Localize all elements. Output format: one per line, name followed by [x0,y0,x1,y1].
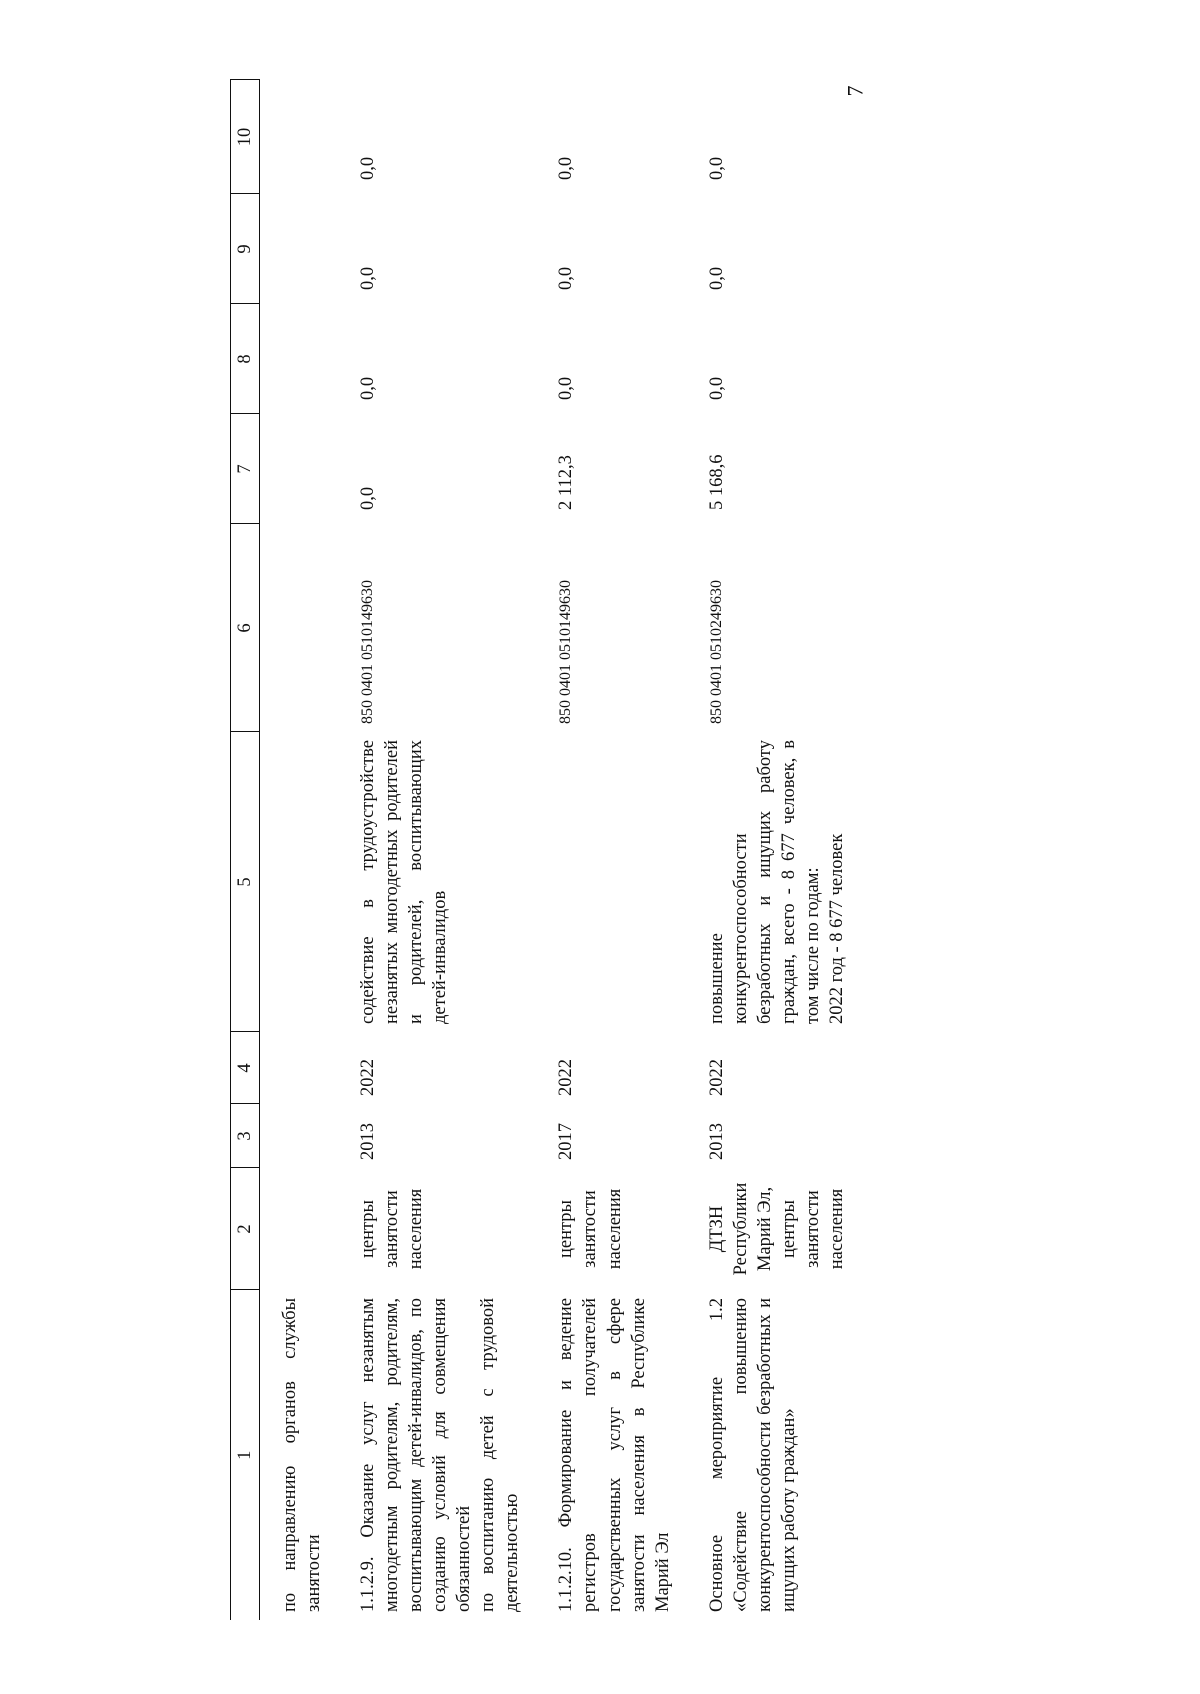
start-year: 2013 [358,1123,379,1160]
start-year: 2017 [556,1123,577,1160]
end-year: 2022 [556,1059,577,1096]
continuation-text: по направлению органов службы занятости [280,1298,325,1612]
activity-name [554,1290,674,1620]
table-row [356,80,524,1620]
activity-name-main: 1.1.2.9. Оказание услуг незанятым многодетным родителям, родителям, воспитывающим детей-инвалидов, по созданию условий для совмещения обязанностей [358,1298,475,1612]
activity-name [705,1290,849,1620]
value-col-9: 0,0 [706,266,727,290]
value-col-10: 0,0 [358,156,379,180]
rotated-table-container [230,80,1200,1620]
header-col-9: 9 [231,194,260,304]
table-row-continuation [260,80,327,1620]
value-col-7: 5 168,6 [706,454,727,510]
header-col-4: 4 [231,1032,260,1104]
value-col-9: 0,0 [358,266,379,290]
budget-code: 850 0401 0510249630 [707,580,725,724]
activity-name-extra: по воспитанию детей с трудовой деятельностью [478,1298,523,1612]
value-col-8: 0,0 [706,376,727,400]
expected-result-extra: 2022 год - 8 677 человек [826,833,847,1024]
expected-result [705,732,849,1032]
header-col-1: 1 [231,1290,260,1620]
value-col-7: 2 112,3 [556,455,577,510]
header-col-7: 7 [231,414,260,524]
value-col-10: 0,0 [556,156,577,180]
end-year: 2022 [358,1059,379,1096]
activity-name-main: Основное мероприятие 1.2 «Содействие повышению конкурентоспособности безработных и ищущих работу граждан» [706,1298,799,1612]
expected-result-main: содействие в трудоустройстве незанятых многодетных родителей и родителей, воспитывающих детей-инвалидов [358,740,451,1024]
value-col-7: 0,0 [358,486,379,510]
executor: центры занятости населения [556,1188,625,1270]
table-row [554,80,674,1620]
expected-result [554,732,674,1032]
budget-table [230,80,849,1621]
value-col-10: 0,0 [706,156,727,180]
executor: ДТЗН Республики Марий Эл, центры занятости населения [706,1182,847,1276]
start-year: 2013 [706,1123,727,1160]
end-year: 2022 [706,1059,727,1096]
table-header [231,80,260,1620]
expected-result-main: повышение конкурентоспособности безработных и ищущих работу граждан, всего - 8 677 человек, в том числе по годам: [706,740,823,1024]
table-row [705,80,849,1620]
value-col-9: 0,0 [556,266,577,290]
header-col-2: 2 [231,1168,260,1290]
header-col-5: 5 [231,732,260,1032]
header-col-10: 10 [231,80,260,194]
value-col-8: 0,0 [556,376,577,400]
page-number: 7 [842,85,868,97]
header-col-3: 3 [231,1104,260,1168]
activity-name-main: 1.1.2.10. Формирование и ведение регистров получателей государственных услуг в сфере занятости населения в Республике Марий Эл [556,1298,673,1612]
header-col-8: 8 [231,304,260,414]
budget-code: 850 0401 0510149630 [359,580,377,724]
header-col-6: 6 [231,524,260,732]
value-col-8: 0,0 [358,376,379,400]
activity-name [356,1290,524,1620]
budget-code: 850 0401 0510149630 [557,580,575,724]
executor: центры занятости населения [358,1188,427,1270]
expected-result [356,732,524,1032]
